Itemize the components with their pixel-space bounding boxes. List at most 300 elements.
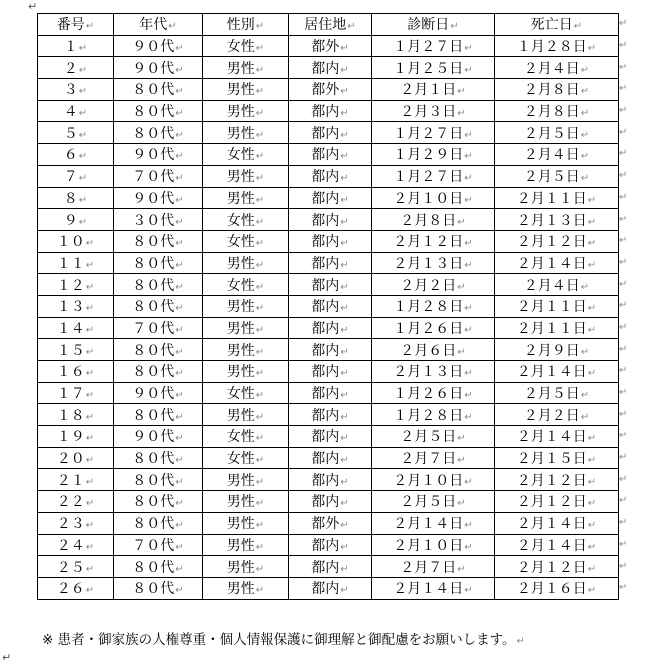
cell-value: １４ bbox=[56, 320, 85, 337]
cell-age-group bbox=[114, 339, 203, 361]
cell-value: ２ bbox=[63, 60, 78, 77]
cell-end-mark: ↵ bbox=[85, 520, 95, 532]
cell-end-mark: ↵ bbox=[78, 108, 88, 120]
cell-value: 都内 bbox=[311, 255, 340, 272]
cell-death-date bbox=[495, 512, 619, 534]
cell-death-date bbox=[495, 447, 619, 469]
cell-sex bbox=[203, 404, 289, 426]
cell-value: １９ bbox=[56, 429, 85, 446]
row-end-mark: ↵ bbox=[619, 278, 628, 290]
table-row bbox=[38, 165, 619, 187]
cell-end-mark: ↵ bbox=[85, 238, 95, 250]
cell-end-mark: ↵ bbox=[78, 64, 88, 76]
row-end-mark: ↵ bbox=[619, 40, 628, 52]
cell-value: ８０代 bbox=[132, 581, 175, 598]
cell-value: ２月４日 bbox=[523, 277, 580, 294]
cell-age-group bbox=[114, 57, 203, 79]
cell-death-date bbox=[495, 187, 619, 209]
cell-end-mark: ↵ bbox=[587, 476, 597, 488]
cell-end-mark: ↵ bbox=[587, 368, 597, 380]
cell-end-mark: ↵ bbox=[464, 129, 473, 141]
cell-value: ８０代 bbox=[132, 125, 175, 142]
cell-end-mark: ↵ bbox=[175, 476, 184, 488]
cell-value: １月２８日 bbox=[393, 407, 464, 424]
cell-end-mark: ↵ bbox=[580, 281, 590, 293]
cell-death-date bbox=[495, 100, 619, 122]
cell-end-mark: ↵ bbox=[85, 390, 95, 402]
cell-age-group bbox=[114, 295, 203, 317]
paragraph-mark: ↵ bbox=[2, 651, 12, 664]
cell-number bbox=[38, 339, 114, 361]
cell-end-mark: ↵ bbox=[340, 455, 349, 467]
cell-end-mark: ↵ bbox=[255, 216, 265, 228]
table-row bbox=[38, 100, 619, 122]
cell-value: ５ bbox=[63, 125, 78, 142]
cell-end-mark: ↵ bbox=[580, 108, 590, 120]
cell-sex bbox=[203, 469, 289, 491]
header-label: 性別 bbox=[226, 17, 255, 34]
privacy-note-text: ※ 患者・御家族の人権尊重・個人情報保護に御理解と御配慮をお願いします。 bbox=[42, 632, 516, 648]
cell-value: ８０代 bbox=[132, 234, 175, 251]
cell-end-mark: ↵ bbox=[340, 563, 349, 575]
cell-end-mark: ↵ bbox=[175, 390, 184, 402]
cell-end-mark: ↵ bbox=[175, 259, 184, 271]
cell-value: 女性 bbox=[226, 147, 255, 164]
cell-end-mark: ↵ bbox=[340, 303, 349, 315]
cell-residence bbox=[289, 209, 372, 231]
cell-sex bbox=[203, 57, 289, 79]
cell-end-mark: ↵ bbox=[587, 194, 597, 206]
cell-end-mark: ↵ bbox=[580, 151, 590, 163]
cell-value: ２月８日 bbox=[400, 212, 457, 229]
cell-residence bbox=[289, 100, 372, 122]
cell-end-mark: ↵ bbox=[255, 563, 265, 575]
cell-end-mark: ↵ bbox=[175, 129, 184, 141]
cell-number bbox=[38, 382, 114, 404]
table-row bbox=[38, 512, 619, 534]
cell-sex bbox=[203, 447, 289, 469]
cell-number bbox=[38, 426, 114, 448]
cell-value: ８０代 bbox=[132, 299, 175, 316]
cell-diagnosis-date bbox=[372, 100, 495, 122]
cell-end-mark: ↵ bbox=[340, 498, 349, 510]
cell-sex bbox=[203, 382, 289, 404]
cell-diagnosis-date bbox=[372, 144, 495, 166]
cell-age-group bbox=[114, 382, 203, 404]
cell-end-mark: ↵ bbox=[457, 281, 466, 293]
cell-diagnosis-date bbox=[372, 339, 495, 361]
cell-value: ８０代 bbox=[132, 277, 175, 294]
cell-value: ２月１１日 bbox=[516, 190, 587, 207]
cell-value: １月２７日 bbox=[393, 169, 464, 186]
row-end-mark: ↵ bbox=[619, 256, 628, 268]
cell-value: １月２７日 bbox=[393, 125, 464, 142]
cell-value: 男性 bbox=[226, 60, 255, 77]
cell-diagnosis-date bbox=[372, 512, 495, 534]
cell-value: ８０代 bbox=[132, 516, 175, 533]
cell-end-mark: ↵ bbox=[580, 64, 590, 76]
cell-number bbox=[38, 122, 114, 144]
cell-end-mark: ↵ bbox=[340, 64, 349, 76]
row-end-mark: ↵ bbox=[619, 321, 628, 333]
cell-value: 男性 bbox=[226, 407, 255, 424]
cell-value: ８０代 bbox=[132, 407, 175, 424]
cell-value: ９０代 bbox=[132, 147, 175, 164]
cell-end-mark: ↵ bbox=[168, 21, 177, 33]
cell-value: 男性 bbox=[226, 342, 255, 359]
cell-diagnosis-date bbox=[372, 230, 495, 252]
cell-death-date bbox=[495, 57, 619, 79]
cell-end-mark: ↵ bbox=[85, 368, 95, 380]
cell-value: 男性 bbox=[226, 472, 255, 489]
cell-end-mark: ↵ bbox=[573, 21, 583, 33]
cell-value: ８０代 bbox=[132, 82, 175, 99]
cell-value: ２月１５日 bbox=[516, 451, 587, 468]
cell-sex bbox=[203, 426, 289, 448]
cell-end-mark: ↵ bbox=[457, 86, 466, 98]
cell-sex bbox=[203, 230, 289, 252]
cell-end-mark: ↵ bbox=[255, 238, 265, 250]
cell-end-mark: ↵ bbox=[340, 86, 349, 98]
cell-value: １０ bbox=[56, 234, 85, 251]
cell-residence bbox=[289, 469, 372, 491]
cell-end-mark: ↵ bbox=[464, 43, 473, 55]
table-row bbox=[38, 295, 619, 317]
cell-value: ２月６日 bbox=[400, 342, 457, 359]
cell-value: １６ bbox=[56, 364, 85, 381]
cell-end-mark: ↵ bbox=[340, 151, 349, 163]
cell-value: 都内 bbox=[311, 234, 340, 251]
cell-value: ８０代 bbox=[132, 559, 175, 576]
cell-diagnosis-date bbox=[372, 209, 495, 231]
cell-residence bbox=[289, 144, 372, 166]
cell-value: 男性 bbox=[226, 581, 255, 598]
cell-end-mark: ↵ bbox=[457, 433, 466, 445]
cell-value: ２月１４日 bbox=[393, 516, 464, 533]
cell-number bbox=[38, 274, 114, 296]
cell-end-mark: ↵ bbox=[255, 498, 265, 510]
cell-end-mark: ↵ bbox=[340, 476, 349, 488]
cell-diagnosis-date bbox=[372, 317, 495, 339]
cell-value: ９ bbox=[63, 212, 78, 229]
cell-residence bbox=[289, 122, 372, 144]
cell-value: 都内 bbox=[311, 342, 340, 359]
cell-end-mark: ↵ bbox=[175, 455, 184, 467]
cell-end-mark: ↵ bbox=[464, 390, 473, 402]
cell-residence bbox=[289, 79, 372, 101]
cell-end-mark: ↵ bbox=[464, 259, 473, 271]
row-end-mark: ↵ bbox=[619, 560, 628, 572]
cell-value: 都内 bbox=[311, 190, 340, 207]
cell-value: 都内 bbox=[311, 212, 340, 229]
cell-value: ２月１４日 bbox=[516, 516, 587, 533]
table-row bbox=[38, 209, 619, 231]
cell-end-mark: ↵ bbox=[340, 216, 349, 228]
cell-death-date bbox=[495, 274, 619, 296]
row-end-mark: ↵ bbox=[619, 83, 628, 95]
cell-diagnosis-date bbox=[372, 165, 495, 187]
cell-diagnosis-date bbox=[372, 577, 495, 599]
cell-value: ９０代 bbox=[132, 429, 175, 446]
row-end-mark: ↵ bbox=[619, 300, 628, 312]
cell-end-mark: ↵ bbox=[175, 151, 184, 163]
table-row bbox=[38, 577, 619, 599]
header-number bbox=[38, 14, 114, 36]
cell-end-mark: ↵ bbox=[175, 43, 184, 55]
cell-end-mark: ↵ bbox=[580, 346, 590, 358]
cell-value: ２０ bbox=[56, 451, 85, 468]
cell-diagnosis-date bbox=[372, 252, 495, 274]
cell-value: １８ bbox=[56, 407, 85, 424]
cell-residence bbox=[289, 382, 372, 404]
cell-death-date bbox=[495, 230, 619, 252]
cell-value: 男性 bbox=[226, 537, 255, 554]
cell-end-mark: ↵ bbox=[464, 194, 473, 206]
cell-value: 都内 bbox=[311, 494, 340, 511]
cell-value: ９０代 bbox=[132, 60, 175, 77]
cell-age-group bbox=[114, 512, 203, 534]
cell-value: ７ bbox=[63, 169, 78, 186]
cell-value: ４ bbox=[63, 104, 78, 121]
cell-age-group bbox=[114, 447, 203, 469]
cell-end-mark: ↵ bbox=[457, 563, 466, 575]
cell-end-mark: ↵ bbox=[85, 498, 95, 510]
row-end-mark: ↵ bbox=[619, 126, 628, 138]
cell-sex bbox=[203, 491, 289, 513]
cell-sex bbox=[203, 512, 289, 534]
cell-value: 都内 bbox=[311, 429, 340, 446]
row-end-mark: ↵ bbox=[619, 582, 628, 594]
cell-value: 都内 bbox=[311, 277, 340, 294]
cell-age-group bbox=[114, 577, 203, 599]
cell-end-mark: ↵ bbox=[464, 303, 473, 315]
cell-end-mark: ↵ bbox=[85, 585, 95, 597]
cell-end-mark: ↵ bbox=[340, 324, 349, 336]
cell-number bbox=[38, 404, 114, 426]
cell-value: 都内 bbox=[311, 559, 340, 576]
cell-value: ２月３日 bbox=[400, 104, 457, 121]
header-label: 年代 bbox=[139, 17, 168, 34]
cell-sex bbox=[203, 209, 289, 231]
cell-value: 男性 bbox=[226, 190, 255, 207]
cell-number bbox=[38, 252, 114, 274]
row-end-mark: ↵ bbox=[619, 191, 628, 203]
cell-end-mark: ↵ bbox=[175, 346, 184, 358]
cell-number bbox=[38, 447, 114, 469]
header-label: 居住地 bbox=[304, 17, 347, 34]
table-row bbox=[38, 144, 619, 166]
cell-value: ２月１４日 bbox=[516, 255, 587, 272]
cell-value: ２月１日 bbox=[400, 82, 457, 99]
cell-sex bbox=[203, 165, 289, 187]
cell-value: 都内 bbox=[311, 364, 340, 381]
cell-sex bbox=[203, 556, 289, 578]
cell-residence bbox=[289, 577, 372, 599]
row-end-mark: ↵ bbox=[619, 495, 628, 507]
cell-value: ２月７日 bbox=[400, 559, 457, 576]
cell-sex bbox=[203, 79, 289, 101]
cell-end-mark: ↵ bbox=[175, 216, 184, 228]
cell-value: 男性 bbox=[226, 494, 255, 511]
cell-end-mark: ↵ bbox=[175, 498, 184, 510]
cell-end-mark: ↵ bbox=[78, 129, 88, 141]
cell-age-group bbox=[114, 252, 203, 274]
cell-value: 都外 bbox=[311, 82, 340, 99]
cell-value: ２月１１日 bbox=[516, 320, 587, 337]
cell-diagnosis-date bbox=[372, 274, 495, 296]
cell-value: ２月９日 bbox=[523, 342, 580, 359]
table-row bbox=[38, 534, 619, 556]
cell-value: ２１ bbox=[56, 472, 85, 489]
cell-number bbox=[38, 187, 114, 209]
cell-residence bbox=[289, 187, 372, 209]
cell-end-mark: ↵ bbox=[457, 455, 466, 467]
cell-end-mark: ↵ bbox=[255, 520, 265, 532]
cell-value: ２６ bbox=[56, 581, 85, 598]
cell-value: １１ bbox=[56, 255, 85, 272]
cell-value: ２月２日 bbox=[400, 277, 457, 294]
cell-value: ２月１０日 bbox=[393, 472, 464, 489]
cell-value: ２月１３日 bbox=[393, 255, 464, 272]
row-end-mark: ↵ bbox=[619, 538, 628, 550]
cell-value: １月２８日 bbox=[516, 39, 587, 56]
cell-number bbox=[38, 230, 114, 252]
cell-residence bbox=[289, 556, 372, 578]
table-row bbox=[38, 35, 619, 57]
cell-age-group bbox=[114, 187, 203, 209]
cell-age-group bbox=[114, 79, 203, 101]
cell-end-mark: ↵ bbox=[78, 216, 88, 228]
cell-value: ２月１２日 bbox=[393, 234, 464, 251]
death-cases-table bbox=[37, 13, 619, 600]
cell-number bbox=[38, 534, 114, 556]
cell-value: 女性 bbox=[226, 39, 255, 56]
cell-end-mark: ↵ bbox=[255, 303, 265, 315]
row-end-mark: ↵ bbox=[619, 213, 628, 225]
cell-age-group bbox=[114, 361, 203, 383]
cell-value: 男性 bbox=[226, 125, 255, 142]
cell-value: 男性 bbox=[226, 364, 255, 381]
cell-end-mark: ↵ bbox=[457, 498, 466, 510]
cell-end-mark: ↵ bbox=[175, 194, 184, 206]
cell-value: 都内 bbox=[311, 60, 340, 77]
cell-value: 女性 bbox=[226, 451, 255, 468]
cell-sex bbox=[203, 35, 289, 57]
cell-end-mark: ↵ bbox=[85, 476, 95, 488]
cell-end-mark: ↵ bbox=[255, 476, 265, 488]
cell-residence bbox=[289, 426, 372, 448]
table-row bbox=[38, 339, 619, 361]
cell-death-date bbox=[495, 35, 619, 57]
cell-end-mark: ↵ bbox=[175, 281, 184, 293]
row-end-mark: ↵ bbox=[619, 18, 628, 30]
cell-end-mark: ↵ bbox=[175, 238, 184, 250]
cell-death-date bbox=[495, 469, 619, 491]
cell-sex bbox=[203, 295, 289, 317]
cell-death-date bbox=[495, 426, 619, 448]
table-body bbox=[38, 35, 619, 599]
cell-diagnosis-date bbox=[372, 469, 495, 491]
cell-end-mark: ↵ bbox=[175, 108, 184, 120]
cell-end-mark: ↵ bbox=[587, 563, 597, 575]
cell-end-mark: ↵ bbox=[464, 368, 473, 380]
cell-value: ２月１６日 bbox=[516, 581, 587, 598]
cell-sex bbox=[203, 252, 289, 274]
cell-end-mark: ↵ bbox=[457, 216, 466, 228]
cell-end-mark: ↵ bbox=[464, 585, 473, 597]
cell-end-mark: ↵ bbox=[587, 520, 597, 532]
cell-value: １ bbox=[63, 39, 78, 56]
cell-value: ２月１２日 bbox=[516, 494, 587, 511]
cell-number bbox=[38, 361, 114, 383]
cell-residence bbox=[289, 404, 372, 426]
cell-end-mark: ↵ bbox=[85, 411, 95, 423]
cell-age-group bbox=[114, 165, 203, 187]
cell-end-mark: ↵ bbox=[587, 259, 597, 271]
cell-end-mark: ↵ bbox=[85, 324, 95, 336]
cell-end-mark: ↵ bbox=[255, 390, 265, 402]
cell-end-mark: ↵ bbox=[347, 21, 356, 33]
cell-residence bbox=[289, 35, 372, 57]
cell-value: １３ bbox=[56, 299, 85, 316]
cell-number bbox=[38, 35, 114, 57]
cell-value: 都内 bbox=[311, 581, 340, 598]
cell-diagnosis-date bbox=[372, 79, 495, 101]
cell-end-mark: ↵ bbox=[340, 194, 349, 206]
cell-death-date bbox=[495, 252, 619, 274]
row-end-mark: ↵ bbox=[619, 148, 628, 160]
header-sex bbox=[203, 14, 289, 36]
row-end-mark: ↵ bbox=[619, 408, 628, 420]
cell-value: １月２６日 bbox=[393, 386, 464, 403]
cell-value: 都内 bbox=[311, 451, 340, 468]
cell-end-mark: ↵ bbox=[255, 259, 265, 271]
cell-end-mark: ↵ bbox=[175, 541, 184, 553]
cell-end-mark: ↵ bbox=[587, 43, 597, 55]
cell-end-mark: ↵ bbox=[464, 238, 473, 250]
cell-diagnosis-date bbox=[372, 382, 495, 404]
cell-end-mark: ↵ bbox=[587, 433, 597, 445]
cell-end-mark: ↵ bbox=[175, 303, 184, 315]
cell-value: 都外 bbox=[311, 516, 340, 533]
cell-residence bbox=[289, 230, 372, 252]
cell-sex bbox=[203, 317, 289, 339]
cell-age-group bbox=[114, 274, 203, 296]
cell-end-mark: ↵ bbox=[175, 585, 184, 597]
cell-value: ２月４日 bbox=[523, 60, 580, 77]
cell-end-mark: ↵ bbox=[255, 64, 265, 76]
cell-value: ２月５日 bbox=[400, 429, 457, 446]
cell-end-mark: ↵ bbox=[255, 173, 265, 185]
cell-end-mark: ↵ bbox=[255, 194, 265, 206]
table-row bbox=[38, 274, 619, 296]
cell-value: ２月１４日 bbox=[516, 537, 587, 554]
cell-end-mark: ↵ bbox=[587, 585, 597, 597]
cell-death-date bbox=[495, 534, 619, 556]
cell-end-mark: ↵ bbox=[464, 64, 473, 76]
paragraph-mark: ↵ bbox=[28, 0, 38, 13]
cell-death-date bbox=[495, 209, 619, 231]
cell-value: 男性 bbox=[226, 255, 255, 272]
cell-value: 都内 bbox=[311, 299, 340, 316]
cell-value: 都内 bbox=[311, 125, 340, 142]
cell-age-group bbox=[114, 404, 203, 426]
cell-residence bbox=[289, 491, 372, 513]
cell-value: ８０代 bbox=[132, 472, 175, 489]
cell-diagnosis-date bbox=[372, 426, 495, 448]
cell-value: １５ bbox=[56, 342, 85, 359]
cell-value: ２５ bbox=[56, 559, 85, 576]
